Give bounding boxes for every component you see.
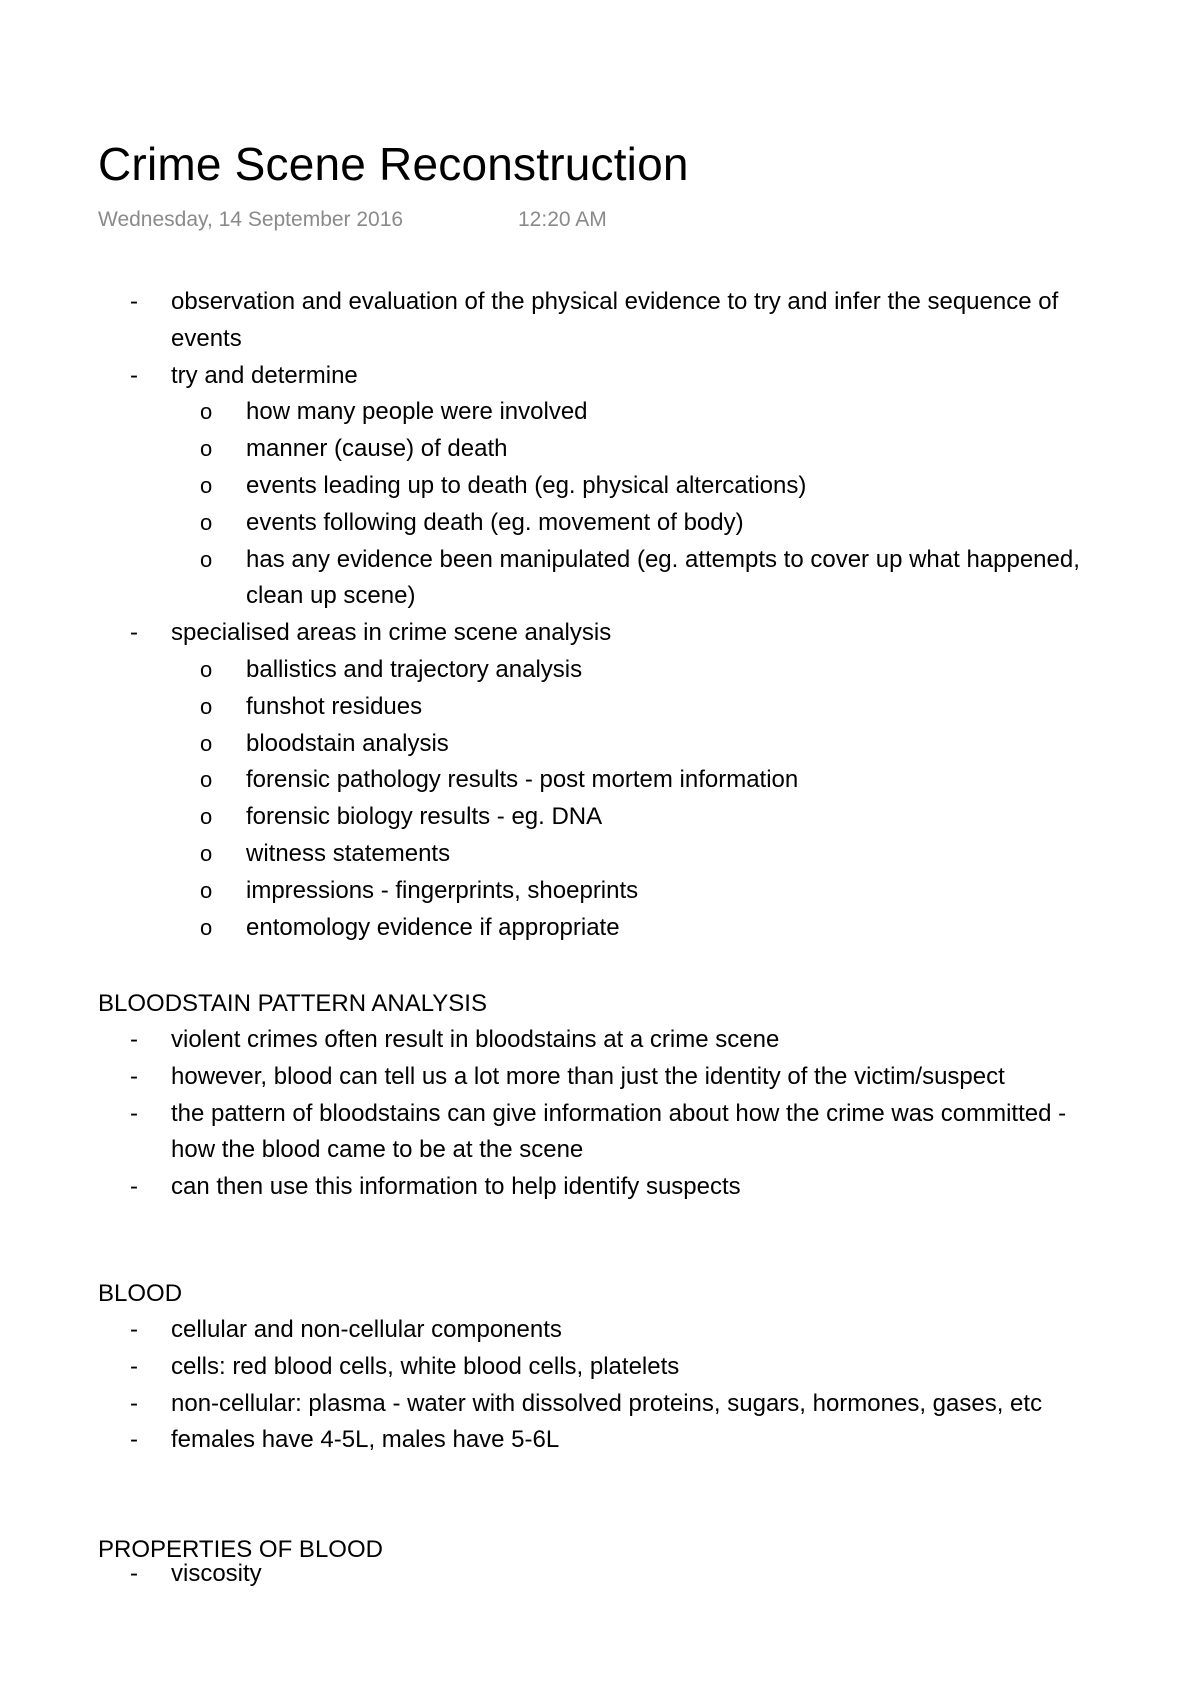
list-item — [98, 1386, 1098, 1423]
list-item-text: specialised areas in crime scene analysis — [171, 619, 612, 647]
list-item-text: the pattern of bloodstains can give information about how the crime was committed - how the blood came to be at the scene — [171, 1099, 1067, 1164]
circle-bullet: o — [200, 840, 213, 866]
list-item — [98, 284, 1098, 358]
list-item — [98, 615, 1098, 652]
list-item — [98, 1169, 1098, 1206]
list-item — [98, 1556, 1098, 1592]
sub-list-item — [98, 910, 1098, 947]
sub-list-item — [98, 873, 1098, 910]
intro-section — [98, 284, 1098, 946]
list-item-text: manner (cause) of death — [246, 435, 508, 463]
section-heading: PROPERTIES OF BLOOD — [98, 1536, 383, 1563]
sub-list-item — [98, 394, 1098, 431]
page-date: Wednesday, 14 September 2016 — [98, 208, 404, 231]
dash-bullet: - — [130, 1389, 138, 1417]
list-item — [98, 1022, 1098, 1059]
properties-list — [98, 1560, 1098, 1612]
list-item-text: forensic pathology results - post mortem information — [246, 766, 799, 794]
list-item-text: entomology evidence if appropriate — [246, 913, 620, 941]
list-item-text: females have 4-5L, males have 5-6L — [171, 1426, 560, 1454]
sub-list-item — [98, 468, 1098, 505]
sub-list-item — [98, 762, 1098, 799]
dash-bullet: - — [130, 1026, 138, 1053]
list-item-text: try and determine — [171, 361, 358, 389]
list-item-text: viscosity — [171, 1560, 262, 1587]
circle-bullet: o — [200, 399, 213, 425]
list-item-text: non-cellular: plasma - water with dissolved proteins, sugars, hormones, gases, etc — [171, 1389, 1043, 1417]
circle-bullet: o — [200, 436, 213, 462]
page-time: 12:20 AM — [518, 208, 607, 231]
list-item-text: cells: red blood cells, white blood cells, platelets — [171, 1352, 680, 1380]
dash-bullet: - — [130, 1316, 138, 1343]
dash-bullet: - — [130, 361, 138, 389]
list-item — [98, 358, 1098, 395]
sub-list-item — [98, 431, 1098, 468]
sub-list-item — [98, 799, 1098, 836]
circle-bullet: o — [200, 804, 213, 830]
list-item-text: violent crimes often result in bloodstains at a crime scene — [171, 1026, 780, 1053]
circle-bullet: o — [200, 472, 213, 498]
sub-list-item — [98, 505, 1098, 542]
dash-bullet: - — [130, 1173, 138, 1201]
sub-list-item — [98, 726, 1098, 763]
list-item-text: ballistics and trajectory analysis — [246, 655, 583, 683]
sub-list-item — [98, 652, 1098, 689]
list-item — [98, 1312, 1098, 1349]
list-item-text: has any evidence been manipulated (eg. attempts to cover up what happened, clean up scene) — [246, 545, 1080, 610]
sub-list-item — [98, 689, 1098, 726]
circle-bullet: o — [200, 509, 213, 535]
bpa-list — [98, 1022, 1098, 1206]
list-item-text: events leading up to death (eg. physical altercations) — [246, 471, 807, 499]
intro-list — [98, 284, 1098, 946]
section-heading: BLOODSTAIN PATTERN ANALYSIS — [98, 990, 487, 1017]
list-item-text: forensic biology results - eg. DNA — [246, 803, 603, 831]
circle-bullet: o — [200, 877, 213, 903]
list-item-text: events following death (eg. movement of body) — [246, 508, 744, 536]
sub-list-item — [98, 836, 1098, 873]
list-item — [98, 1096, 1098, 1170]
list-item-text: observation and evaluation of the physical evidence to try and infer the sequence of events — [171, 288, 1059, 352]
dash-bullet: - — [130, 1560, 138, 1587]
section-heading: BLOOD — [98, 1280, 183, 1307]
dash-bullet: - — [130, 1099, 138, 1127]
list-item-text: bloodstain analysis — [246, 729, 449, 757]
circle-bullet: o — [200, 656, 213, 682]
circle-bullet: o — [200, 914, 213, 940]
dash-bullet: - — [130, 1352, 138, 1380]
dash-bullet: - — [130, 1062, 138, 1090]
list-item-text: cellular and non-cellular components — [171, 1316, 562, 1343]
blood-section — [98, 1275, 1098, 1459]
circle-bullet: o — [200, 546, 213, 572]
list-item — [98, 1422, 1098, 1459]
circle-bullet: o — [200, 730, 213, 756]
list-item — [98, 1059, 1098, 1096]
page-title: Crime Scene Reconstruction — [98, 138, 689, 190]
truncated-list — [98, 1560, 1098, 1592]
list-item-text: funshot residues — [246, 692, 423, 720]
list-item-text: impressions - fingerprints, shoeprints — [246, 876, 639, 904]
list-item-text: how many people were involved — [246, 398, 588, 426]
page-metadata — [98, 206, 607, 234]
list-item-text: can then use this information to help identify suspects — [171, 1173, 741, 1201]
dash-bullet: - — [130, 1426, 138, 1454]
circle-bullet: o — [200, 767, 213, 793]
sub-list-item — [98, 542, 1098, 616]
list-item-text: however, blood can tell us a lot more than just the identity of the victim/suspect — [171, 1062, 1005, 1090]
dash-bullet: - — [130, 619, 138, 647]
list-item-text: witness statements — [246, 839, 451, 867]
dash-bullet: - — [130, 288, 138, 315]
bpa-section — [98, 985, 1098, 1206]
list-item — [98, 1349, 1098, 1386]
blood-list — [98, 1312, 1098, 1459]
circle-bullet: o — [200, 693, 213, 719]
